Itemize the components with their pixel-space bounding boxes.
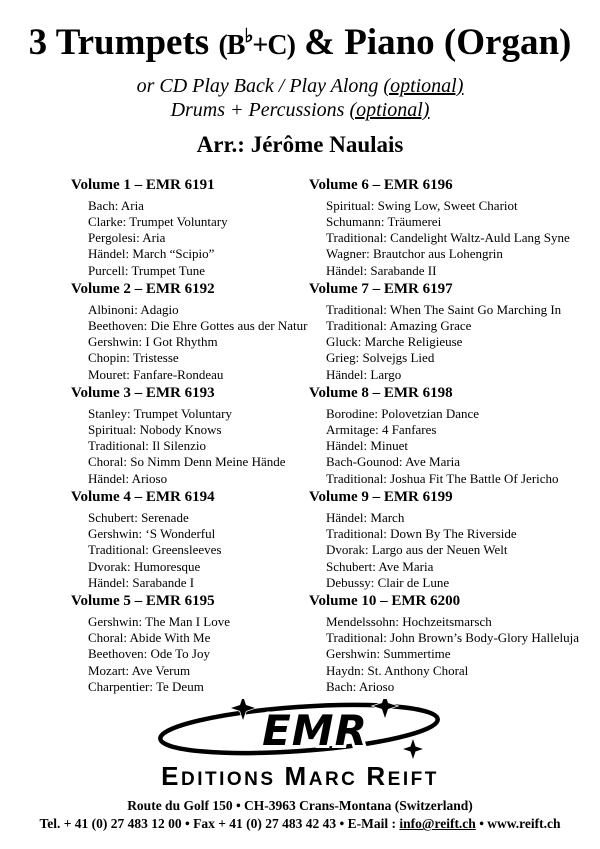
track-item: Mouret: Fanfare-Rondeau <box>88 366 224 382</box>
track-item: Traditional: John Brown’s Body-Glory Halleluja <box>326 630 580 646</box>
track-item: Gershwin: Summertime <box>326 646 451 662</box>
title-instrument-keys: (B♭+C) <box>218 26 295 61</box>
track-item: Traditional: Il Silenzio <box>88 438 206 454</box>
volume-track-list <box>71 510 300 591</box>
volume-heading: Volume 5 – EMR 6195 <box>71 592 215 609</box>
footer-contact-prefix: Tel. + 41 (0) 27 483 12 00 • Fax + 41 (0) 27 483 42 43 • E-Mail : <box>39 816 400 832</box>
volume-heading: Volume 1 – EMR 6191 <box>71 176 215 193</box>
track-item: Schubert: Ave Maria <box>326 558 434 574</box>
title-part1: 3 Trumpets <box>28 22 219 63</box>
footer-contact-line: Tel. + 41 (0) 27 483 12 00 • Fax + 41 (0) 27 483 42 43 • E-Mail : info@reift.ch • www.reift.ch <box>39 816 561 832</box>
arranger-line: Arr.: Jérôme Naulais <box>196 131 404 157</box>
track-item: Mendelssohn: Hochzeitsmarsch <box>326 613 492 629</box>
volume-block <box>309 385 600 487</box>
volume-block <box>309 593 600 695</box>
volume-heading: Volume 4 – EMR 6194 <box>71 488 215 505</box>
volume-heading: Volume 3 – EMR 6193 <box>71 384 215 401</box>
track-item: Händel: Arioso <box>88 470 168 486</box>
track-item: Gershwin: The Man I Love <box>88 613 231 629</box>
emr-acronym-text: EMR <box>262 705 368 755</box>
track-item: Stanley: Trumpet Voluntary <box>88 405 232 421</box>
track-item: Beethoven: Die Ehre Gottes aus der Natur <box>88 318 308 334</box>
track-item: Händel: Sarabande I <box>88 574 195 590</box>
volume-block <box>71 593 300 695</box>
title-part2: & Piano (Organ) <box>294 22 572 63</box>
track-item: Traditional: Candelight Waltz-Auld Lang Syne <box>326 230 570 246</box>
volume-track-list <box>71 198 300 279</box>
track-item: Schumann: Träumerei <box>326 214 442 230</box>
track-item: Traditional: Amazing Grace <box>326 318 472 334</box>
track-item: Händel: March “Scipio” <box>88 246 215 262</box>
logo-wordmark: EDITIONS MARC REIFT <box>161 760 439 791</box>
track-item: Gluck: Marche Religieuse <box>326 334 463 350</box>
track-item: Spiritual: Swing Low, Sweet Chariot <box>326 197 518 213</box>
track-item: Traditional: Down By The Riverside <box>326 526 517 542</box>
track-item: Spiritual: Nobody Knows <box>88 422 222 438</box>
track-item: Debussy: Clair de Lune <box>326 574 450 590</box>
email-link[interactable]: info@reift.ch <box>399 816 476 832</box>
track-item: Armitage: 4 Fanfares <box>326 422 437 438</box>
volume-heading: Volume 2 – EMR 6192 <box>71 280 215 297</box>
volume-heading: Volume 8 – EMR 6198 <box>309 384 453 401</box>
track-item: Chopin: Tristesse <box>88 350 179 366</box>
track-item: Dvorak: Humoresque <box>88 558 201 574</box>
subtitle-line1: or CD Play Back / Play Along (optional) <box>136 74 464 97</box>
track-item: Traditional: Joshua Fit The Battle Of Jericho <box>326 470 559 486</box>
track-item: Händel: Largo <box>326 366 402 382</box>
volume-column-left <box>0 176 308 697</box>
optional-note: (optional) <box>383 74 464 97</box>
optional-note: (optional) <box>349 98 430 121</box>
volume-block <box>309 177 600 279</box>
track-item: Gershwin: I Got Rhythm <box>88 334 218 350</box>
track-item: Bach: Arioso <box>326 678 395 694</box>
volume-track-list <box>309 302 600 383</box>
track-item: Dvorak: Largo aus der Neuen Welt <box>326 542 508 558</box>
track-item: Borodine: Polovetzian Dance <box>326 405 480 421</box>
logo-star-top-left <box>231 699 255 720</box>
track-item: Pergolesi: Aria <box>88 230 166 246</box>
volume-column-right <box>300 177 600 697</box>
volume-block <box>71 177 300 279</box>
track-item: Beethoven: Ode To Joy <box>88 646 210 662</box>
footer <box>0 797 600 834</box>
website-text: www.reift.ch <box>487 816 561 832</box>
volume-listing <box>0 177 600 697</box>
volume-block <box>71 489 300 591</box>
track-item: Choral: Abide With Me <box>88 630 211 646</box>
volume-block <box>309 281 600 383</box>
volume-heading: Volume 9 – EMR 6199 <box>309 488 453 505</box>
volume-track-list <box>309 614 600 695</box>
track-item: Albinoni: Adagio <box>88 301 179 317</box>
track-item: Händel: March <box>326 509 405 525</box>
track-item: Mozart: Ave Verum <box>88 662 191 678</box>
volume-track-list <box>71 301 308 383</box>
track-item: Haydn: St. Anthony Choral <box>326 662 469 678</box>
volume-block <box>71 385 300 487</box>
track-item: Bach: Aria <box>88 197 144 213</box>
volume-track-list <box>309 510 600 591</box>
volume-track-list <box>309 406 600 487</box>
track-item: Traditional: Greensleeves <box>88 542 222 558</box>
track-item: Bach-Gounod: Ave Maria <box>326 454 461 470</box>
volume-heading: Volume 10 – EMR 6200 <box>309 592 461 609</box>
track-item: Clarke: Trumpet Voluntary <box>88 214 228 230</box>
track-item: Traditional: When The Saint Go Marching In <box>326 301 562 317</box>
track-item: Charpentier: Te Deum <box>88 678 204 694</box>
emr-logo-graphic <box>147 699 453 761</box>
track-item: Händel: Minuet <box>326 438 408 454</box>
track-item: Wagner: Brautchor aus Lohengrin <box>326 246 503 262</box>
logo-star-bottom-right <box>403 739 423 759</box>
footer-address: Route du Golf 150 • CH-3963 Crans-Montana (Switzerland) <box>127 797 473 813</box>
volume-block <box>71 280 308 383</box>
volume-heading: Volume 7 – EMR 6197 <box>309 280 453 297</box>
volume-track-list <box>71 614 300 695</box>
subtitle-block <box>0 74 600 122</box>
flat-symbol: ♭ <box>244 26 253 47</box>
subtitle-line2: Drums + Percussions (optional) <box>170 98 430 121</box>
track-item: Händel: Sarabande II <box>326 262 437 278</box>
volume-track-list <box>71 406 300 487</box>
page-title <box>0 0 600 63</box>
track-item: Grieg: Solvejgs Lied <box>326 350 435 366</box>
track-item: Purcell: Trumpet Tune <box>88 262 206 278</box>
track-item: Schubert: Serenade <box>88 509 189 525</box>
track-item: Gershwin: ‘S Wonderful <box>88 526 216 542</box>
volume-block <box>309 489 600 591</box>
track-item: Choral: So Nimm Denn Meine Hände <box>88 454 286 470</box>
volume-heading: Volume 6 – EMR 6196 <box>309 176 453 193</box>
volume-track-list <box>309 198 600 279</box>
emr-logo <box>0 699 600 792</box>
